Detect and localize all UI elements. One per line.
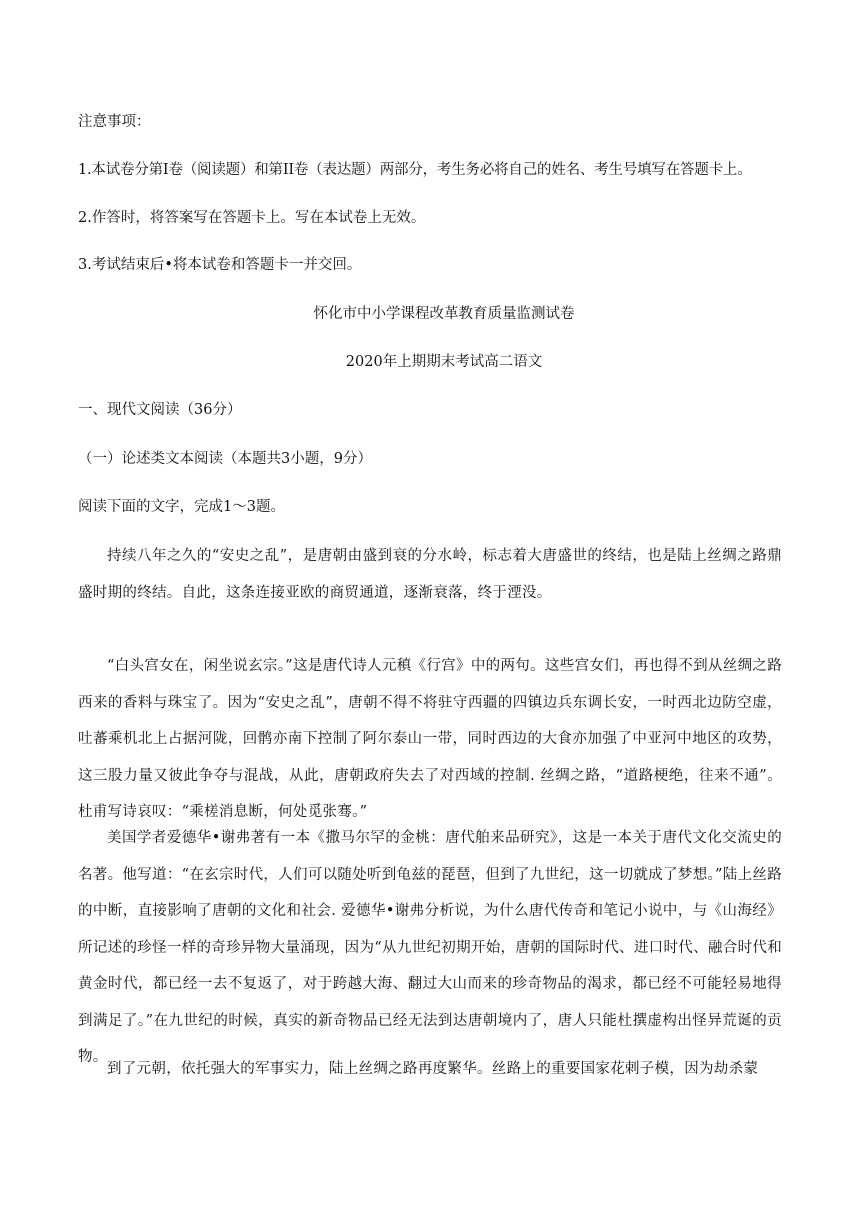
section-subheading: （一）论述类文本阅读（本题共3小题，9分）: [78, 451, 372, 467]
passage-paragraph-1: 持续八年之久的“安史之乱”，是唐朝由盛到衰的分水岭，标志着大唐盛世的终结，也是陆上丝绸之路鼎盛时期的终结。自此，这条连接亚欧的商贸通道，逐渐衰落，终于湮没。: [78, 548, 782, 601]
notice-item-3: 3.考试结束后•将本试卷和答题卡一并交回。: [78, 257, 362, 273]
passage-paragraph-3: 美国学者爱德华•谢弗著有一本《撒马尔罕的金桃：唐代舶来品研究》，这是一本关于唐代文化交流史的名著。他写道：“在玄宗时代，人们可以随处听到龟兹的琵琶，但到了九世纪，这一切就成了梦想。”陆上丝路的中断，直接影响了唐朝的文化和社会. 爱德华•谢弗分析说，为什么唐代传奇和笔记小说中，与《山海经》所记述的珍怪一样的奇珍异物大量涌现，因为“从九世纪初期开始，唐朝的国际时代、进口时代、融合时代和黄金时代，都已经一去不复返了，对于跨越大海、翻过大山而来的珍奇物品的渴求，都已经不可能轻易地得到满足了。”在九世纪的时候，真实的新奇物品已经无法到达唐朝境内了，唐人只能杜撰虚构出怪异荒诞的贡物。: [78, 830, 782, 1065]
passage-paragraph-2: “白头宫女在，闲坐说玄宗。”这是唐代诗人元稹《行宫》中的两句。这些宫女们，再也得不到从丝绸之路西来的香料与珠宝了。因为“安史之乱”，唐朝不得不将驻守西疆的四镇边兵东调长安，一时西北边防空虚，吐蕃乘机北上占据河陇，回鹘亦南下控制了阿尔泰山一带，同时西边的大食亦加强了中亚河中地区的攻势，这三股力量又彼此争夺与混战，从此，唐朝政府失去了对西域的控制. 丝绸之路，“道路梗绝，往来不通”。杜甫写诗哀叹：“乘槎消息断，何处觅张骞。”: [78, 658, 782, 820]
section-instruction: 阅读下面的文字，完成1～3题。: [78, 499, 285, 515]
exam-subtitle: 2020年上期期末考试高二语文: [345, 354, 543, 370]
notice-heading: 注意事项：: [78, 114, 151, 130]
notice-item-2: 2.作答时，将答案写在答题卡上。写在本试卷上无效。: [78, 210, 426, 226]
passage-paragraph-4: 到了元朝，依托强大的军事实力，陆上丝绸之路再度繁华。丝路上的重要国家花剌子模，因为劫杀蒙: [107, 1061, 759, 1077]
notice-item-1: 1.本试卷分第I卷（阅读题）和第II卷（表达题）两部分，考生务必将自己的姓名、考生号填写在答题卡上。: [78, 162, 752, 178]
exam-title: 怀化市中小学课程改革教育质量监测试卷: [313, 306, 575, 322]
section-heading: 一、现代文阅读（36分）: [78, 402, 242, 418]
